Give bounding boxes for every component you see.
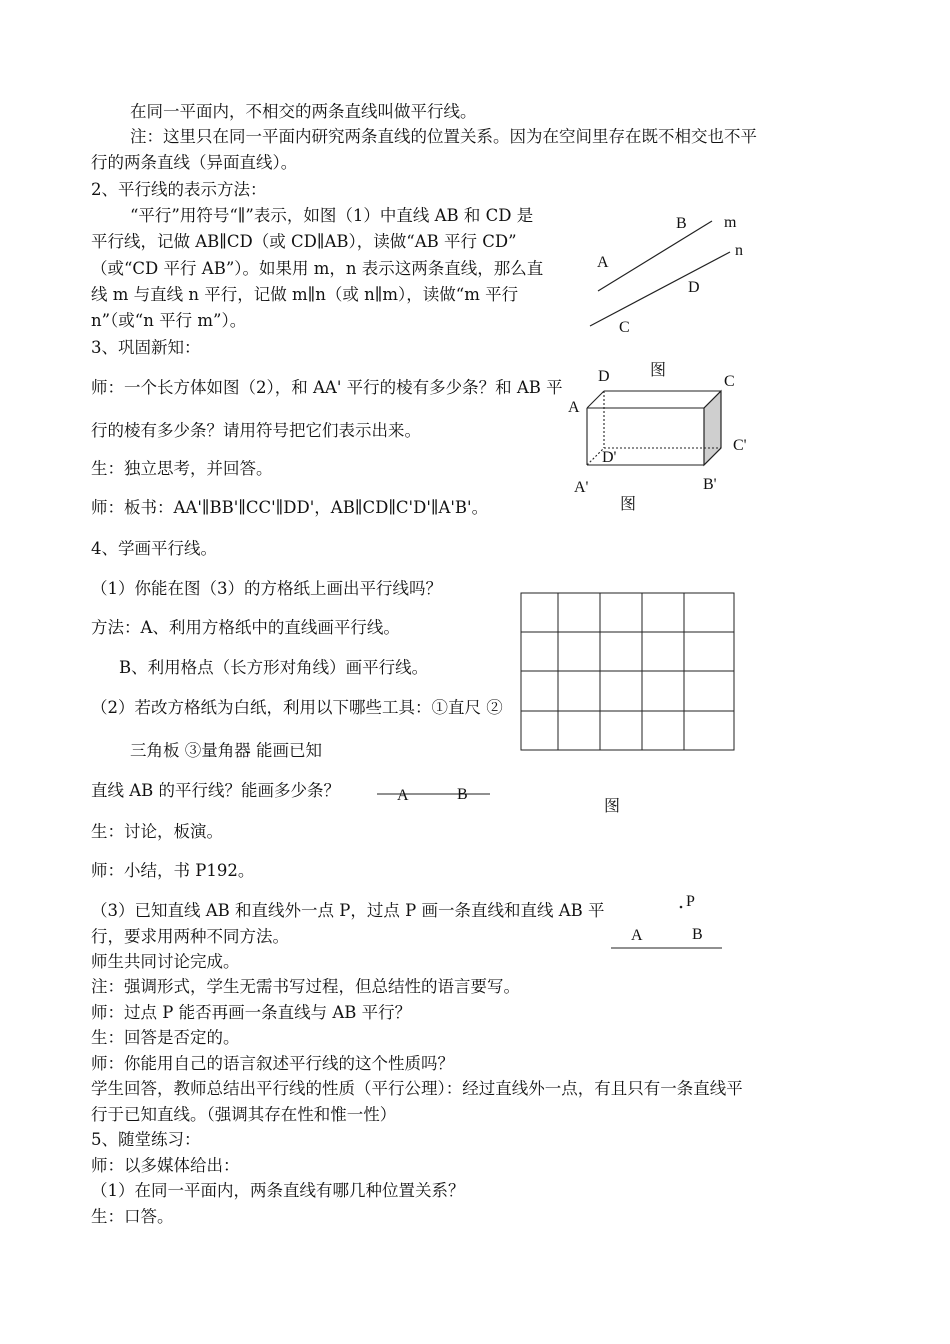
- fig-p-label-p: P: [686, 893, 695, 910]
- fig2-label-a: A: [568, 399, 580, 416]
- fig2-caption: 图: [620, 496, 637, 513]
- text-line-32: 行于已知直线。（强调其存在性和惟一性）: [91, 1105, 397, 1124]
- text-line-27: 注：强调形式，学生无需书写过程，但总结性的语言要写。: [91, 977, 520, 996]
- text-line-22: 生：讨论，板演。: [91, 822, 223, 841]
- line-n: [590, 252, 730, 326]
- text-line-3: 行的两条直线（异面直线）。: [91, 153, 298, 172]
- text-line-36: 生：口答。: [91, 1207, 174, 1226]
- text-line-6: 平行线，记做 AB∥CD（或 CD∥AB），读做“AB 平行 CD”: [91, 232, 517, 251]
- text-line-30: 师：你能用自己的语言叙述平行线的这个性质吗？: [91, 1054, 454, 1073]
- cuboid-right-face: [704, 391, 721, 465]
- text-line-1: 在同一平面内，不相交的两条直线叫做平行线。: [130, 102, 477, 121]
- fig-p-label-b: B: [692, 926, 703, 943]
- fig2-label-d-prime: D': [602, 449, 617, 466]
- text-line-13: 生：独立思考，并回答。: [91, 459, 273, 478]
- point-p-dot: [680, 906, 683, 909]
- text-line-16: （1）你能在图（3）的方格纸上画出平行线吗？: [91, 579, 442, 598]
- text-line-24: （3）已知直线 AB 和直线外一点 P，过点 P 画一条直线和直线 AB 平: [91, 901, 605, 920]
- fig2-label-b-prime: B': [703, 476, 717, 493]
- text-line-14: 师：板书：AA'∥BB'∥CC'∥DD'，AB∥CD∥C'D'∥A'B'。: [91, 498, 489, 517]
- text-line-31: 学生回答，教师总结出平行线的性质（平行公理）：经过直线外一点，有且只有一条直线平: [91, 1079, 743, 1098]
- fig1-label-c: C: [619, 319, 630, 336]
- text-line-11: 师：一个长方体如图（2），和 AA' 平行的棱有多少条？和 AB 平: [91, 378, 563, 397]
- fig-p-label-a: A: [631, 927, 643, 944]
- fig1-caption: 图: [650, 362, 667, 379]
- text-line-5: “平行”用符号“∥”表示，如图（1）中直线 AB 和 CD 是: [130, 206, 534, 225]
- text-line-19: （2）若改方格纸为白纸，利用以下哪些工具：①直尺 ②: [91, 698, 503, 717]
- fig1-label-n: n: [735, 242, 743, 259]
- fig2-label-a-prime: A': [574, 479, 589, 496]
- text-line-12: 行的棱有多少条？请用符号把它们表示出来。: [91, 421, 421, 440]
- section-heading-5: 5、随堂练习：: [91, 1130, 201, 1149]
- text-line-7: （或“CD 平行 AB”）。如果用 m，n 表示这两条直线，那么直: [91, 259, 544, 278]
- text-line-35: （1）在同一平面内，两条直线有哪几种位置关系？: [91, 1181, 465, 1200]
- section-heading-3: 3、巩固新知：: [91, 338, 201, 357]
- fig2-label-d: D: [598, 368, 610, 385]
- text-line-21: 直线 AB 的平行线？能画多少条？: [91, 781, 341, 800]
- figure-3-grid: [521, 593, 734, 750]
- text-line-9: n”（或“n 平行 m”）。: [91, 311, 247, 330]
- fig2-label-c: C: [724, 373, 735, 390]
- text-line-23: 师：小结，书 P192。: [91, 861, 255, 880]
- fig1-label-b: B: [676, 215, 687, 232]
- fig2-label-c-prime: C': [733, 437, 747, 454]
- text-line-34: 师：以多媒体给出：: [91, 1156, 240, 1175]
- section-heading-2: 2、平行线的表示方法：: [91, 180, 267, 199]
- text-line-28: 师：过点 P 能否再画一条直线与 AB 平行？: [91, 1003, 412, 1022]
- text-line-2: 注：这里只在同一平面内研究两条直线的位置关系。因为在空间里存在既不相交也不平: [130, 127, 757, 146]
- text-line-8: 线 m 与直线 n 平行，记做 m∥n（或 n∥m），读做“m 平行: [91, 285, 519, 304]
- fig1-label-m: m: [724, 214, 737, 231]
- line-ab-label-a: A: [397, 787, 409, 804]
- figure-1-parallel-lines: [590, 221, 730, 326]
- fig3-caption: 图: [604, 798, 621, 815]
- text-line-20: 三角板 ③量角器 能画已知: [130, 741, 322, 760]
- line-ab-label-b: B: [457, 786, 468, 803]
- text-line-29: 生：回答是否定的。: [91, 1028, 240, 1047]
- text-line-26: 师生共同讨论完成。: [91, 952, 240, 971]
- fig1-label-a: A: [597, 254, 609, 271]
- text-line-18: B、利用格点（长方形对角线）画平行线。: [119, 658, 429, 677]
- fig1-label-d: D: [688, 279, 700, 296]
- section-heading-4: 4、学画平行线。: [91, 539, 217, 558]
- text-line-17: 方法：A、利用方格纸中的直线画平行线。: [91, 618, 400, 637]
- text-line-25: 行，要求用两种不同方法。: [91, 927, 289, 946]
